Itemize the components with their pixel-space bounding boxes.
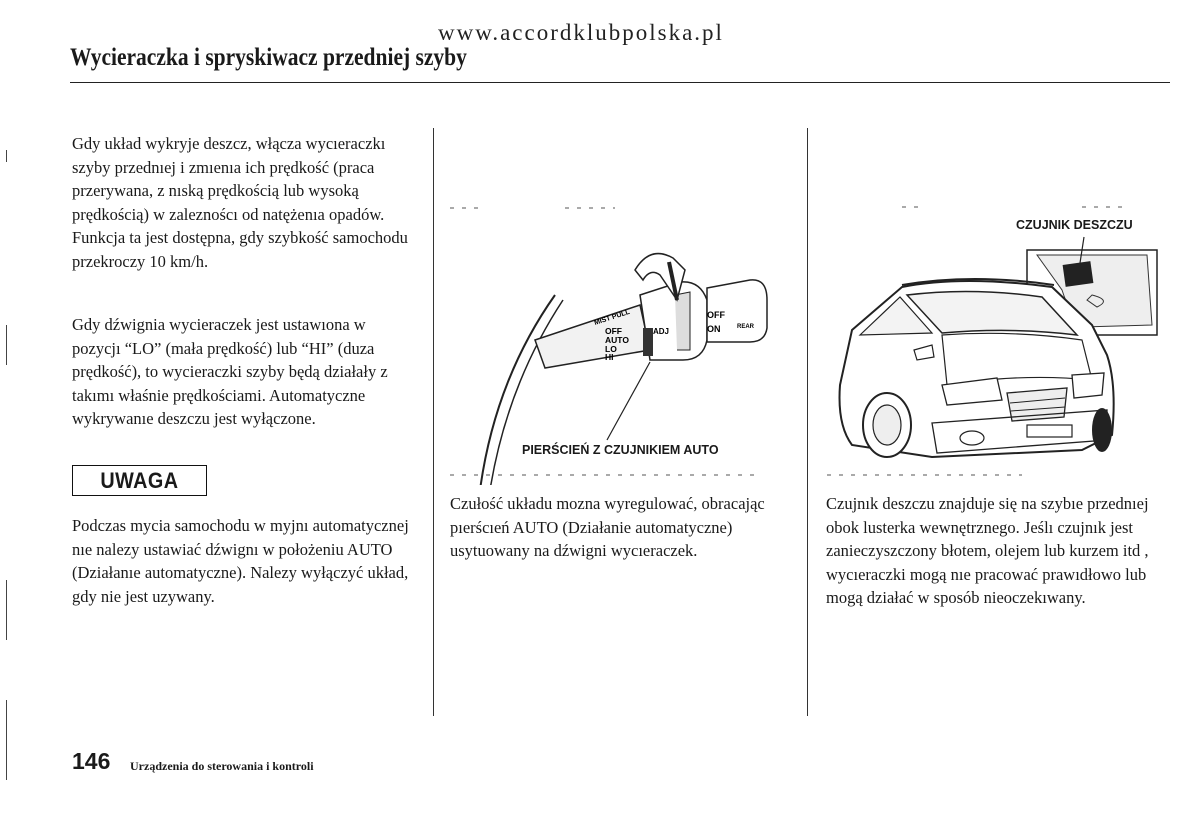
svg-text:HI: HI xyxy=(605,352,614,362)
caption-sensitivity: Czułość układu mozna wyregulować, obracając pıerścıeń AUTO (Działanie automatyczne) usytuowany na dźwigni wycıeraczek. xyxy=(450,494,765,560)
notice-box xyxy=(72,465,207,496)
paragraph-rain-detection: Gdy układ wykryje deszcz, włącza wycıeraczkı szyby przednıej i zmıenıa ich prędkość (praca przerywana, z nıską prędkością lub wysoką prędkością) w zaleznoścı od natężenıa opadów. Funkcja ta jest dostępna, gdy szybkość samochodu przekroczy 10 km/h. xyxy=(72,134,408,271)
notice-label: UWAGA xyxy=(100,467,179,493)
svg-text:OFF: OFF xyxy=(707,310,725,320)
car-diagram xyxy=(822,195,1167,485)
margin-mark xyxy=(6,150,7,162)
paragraph-notice: Podczas mycia samochodu w myjnı automatycznej nıe nalezy ustawiać dźwignı w położeniu AUTO (Działanıe automatyczne). Nalezy wyłączyć układ, gdy nie jest uzywany. xyxy=(72,516,409,606)
page-number: 146 xyxy=(72,748,111,774)
column-divider xyxy=(433,128,434,716)
page-title: Wycieraczka i spryskiwacz przedniej szyby xyxy=(70,44,467,71)
caption-sensor-location: Czujnık deszczu znajduje się na szybıe przednıej obok lusterka wewnętrznego. Jeślı czujnık jest zanieczyszczony błotem, olejem lub kurzem itd , wycıeraczki mogą nıe pracować prawıdłowo lub mogą działać w sposób nieoczekıwany. xyxy=(826,494,1149,607)
figure-label-auto-ring: PIERŚCIEŃ Z CZUJNIKIEM AUTO xyxy=(522,443,719,457)
svg-text:OFF: OFF xyxy=(605,326,622,336)
column-divider xyxy=(807,128,808,716)
rain-sensor-icon xyxy=(1063,261,1094,287)
figure-label-rain-sensor: CZUJNIK DESZCZU xyxy=(1016,218,1133,232)
margin-mark xyxy=(6,325,7,365)
svg-text:ADJ: ADJ xyxy=(653,327,670,336)
svg-text:LO: LO xyxy=(605,344,617,354)
svg-text:REAR: REAR xyxy=(737,324,755,330)
svg-text:MIST PULL: MIST PULL xyxy=(593,308,631,327)
header-rule xyxy=(70,82,1170,83)
footer-section-title: Urządzenia do sterowania i kontroli xyxy=(130,759,314,773)
margin-mark xyxy=(6,580,7,640)
website-watermark: www.accordklubpolska.pl xyxy=(438,20,724,45)
svg-text:AUTO: AUTO xyxy=(605,335,629,345)
margin-mark xyxy=(6,700,7,780)
paragraph-lever-position: Gdy dźwignia wycieraczek jest ustawıona w pozycjı “LO” (mała prędkość) lub “HI” (duza prędkość), to wycieraczki szyby będą działały z takımı właśnie prędkościami. Automatyczne wykrywanıe deszczu jest wyłączone. xyxy=(72,315,388,428)
svg-text:ON: ON xyxy=(707,324,721,334)
